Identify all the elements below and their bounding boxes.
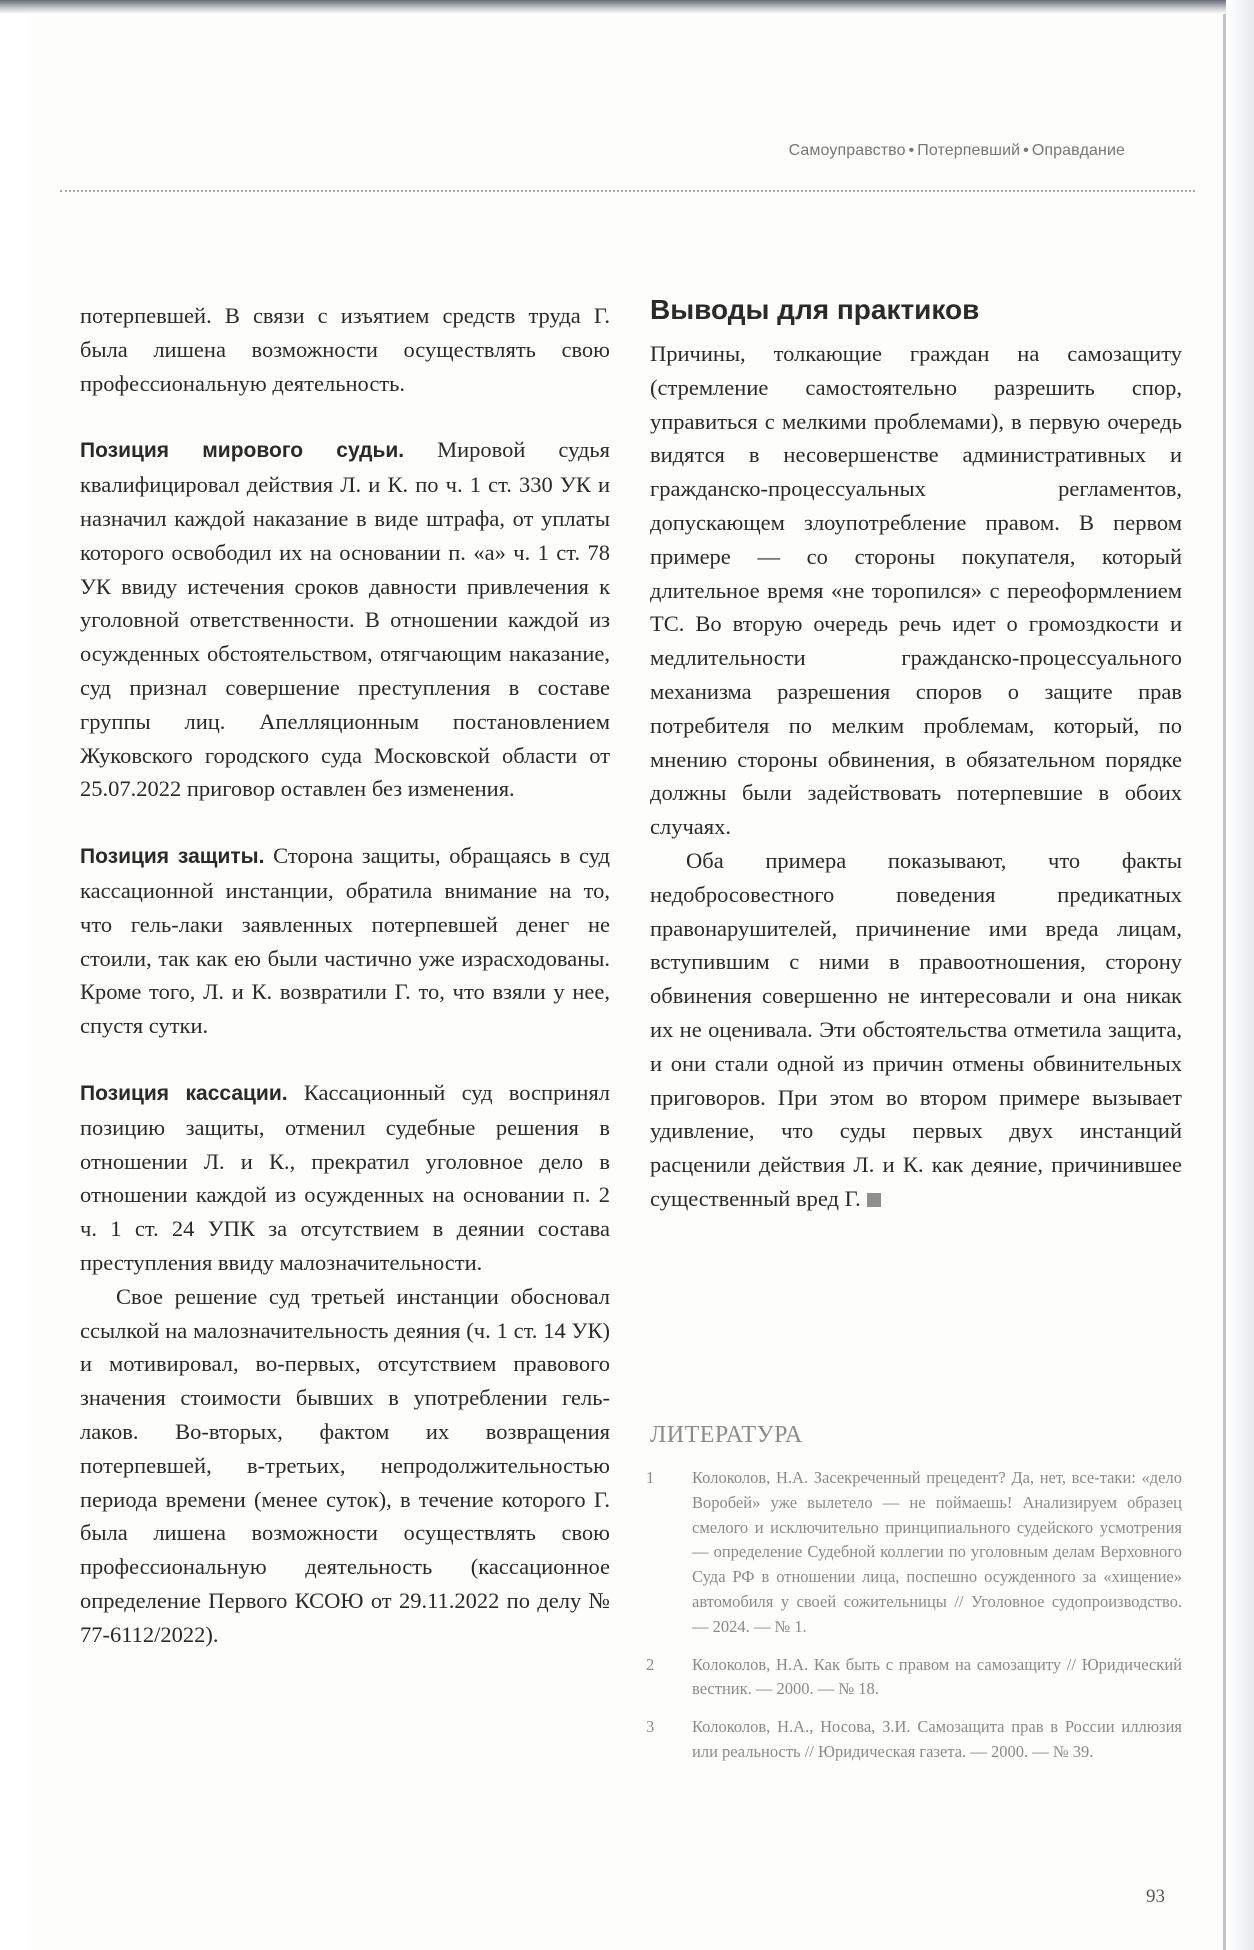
scan-right-edge xyxy=(1226,0,1254,1950)
paragraph-lead: Позиция защиты. xyxy=(80,845,265,869)
paragraph xyxy=(650,844,1182,1216)
right-column xyxy=(650,337,1182,1216)
header-separator: • xyxy=(1023,142,1029,159)
reference-text: Колоколов, Н.А., Носова, З.И. Самозащита прав в России иллюзия или реальность // Юридическая газета. — 2000. — № 39. xyxy=(692,1717,1182,1761)
paragraph: Свое решение суд третьей инстанции обосновал ссылкой на малозначительность деяния (ч. 1 ст. 14 УК) и мотивировал, во-первых, отсутствием правового значения стоимости бывших в употреблении гель-лаков. Во-вторых, фактом их возвращения потерпевшей, в-третьих, непродолжительностью периода времени (менее суток), в течение которого Г. была лишена возможности осуществлять свою профессиональную деятельность (кассационное определение Первого КСОЮ от 29.11.2022 по делу № 77-6112/2022). xyxy=(80,1283,610,1647)
page-number: 93 xyxy=(1146,1886,1165,1907)
paragraph-text: Мировой судья квалифицировал действия Л. и К. по ч. 1 ст. 330 УК и назначил каждой наказание в виде штрафа, от уплаты которого освободил их на основании п. «а» ч. 1 ст. 78 УК ввиду истечения сроков давности привлечения к уголовной ответственности. В отношении каждой из осужденных обстоятельством, отягчающим наказание, суд признал совершение преступления в составе группы лиц. Апелляционным постановлением Жуковского городского суда Московской области от 25.07.2022 приговор оставлен без изменения. xyxy=(80,437,610,802)
reference-number: 3 xyxy=(646,1717,655,1737)
header-topic-1: Самоуправство xyxy=(788,142,906,159)
reference-text: Колоколов, Н.А. Засекреченный прецедент? Да, нет, все-таки: «дело Воробей» уже вылетело — не поймаешь! Анализируем образец смелого и исключительно принципиального судейского усмотрения — определение Судебной коллегии по уголовным делам Верховного Суда РФ в отношении лица, поспешно осужденного за «хищение» автомобиля у своей сожительницы // Уголовное судопроизводство. — 2024. — № 1. xyxy=(692,1468,1182,1636)
paragraph: Причины, толкающие граждан на самозащиту (стремление самостоятельно разрешить спор, управиться с мелкими проблемами), в первую очередь видятся в несовершенстве административных и гражданско-процессуальных регламентов, допускающем злоупотребление правом. В первом примере — со стороны покупателя, который длительное время «не торопился» с переоформлением ТС. Во вторую очередь речь идет о громоздкости и медлительности гражданско-процессуального механизма разрешения споров о защите прав потребителя по мелким проблемам, который, по мнению стороны обвинения, в обязательном порядке должны были задействовать потерпевшие в обоих случаях. xyxy=(650,341,1182,840)
running-header xyxy=(789,142,1125,160)
paragraph: потерпевшей. В связи с изъятием средств труда Г. была лишена возможности осуществлять свою профессиональную деятельность. xyxy=(80,303,610,396)
literature-title: ЛИТЕРАТУРА xyxy=(650,1422,803,1448)
header-separator: • xyxy=(908,142,915,159)
page xyxy=(28,14,1226,1950)
paragraph-lead: Позиция кассации. xyxy=(80,1081,288,1105)
left-column xyxy=(80,299,610,1651)
scan-top-edge xyxy=(0,0,1254,14)
header-topic-3: Оправдание xyxy=(1031,142,1125,159)
paragraph-lead: Позиция мирового судьи. xyxy=(80,439,405,463)
paragraph-text: Оба примера показывают, что факты недобросовестного поведения предикатных правонарушителей, причинение ими вреда лицам, вступившим с ними в правоотношения, сторону обвинения совершенно не интересовали и она никак их не оценивала. Эти обстоятельства отметила защита, и они стали одной из причин отмены обвинительных приговоров. При этом во втором примере вызывает удивление, что суды первых двух инстанций расценили действия Л. и К. как деяние, причинившее существенный вред Г. xyxy=(650,847,1182,1211)
end-of-article-icon xyxy=(867,1193,881,1207)
reference-text: Колоколов, Н.А. Как быть с правом на самозащиту // Юридический вестник. — 2000. — № 18. xyxy=(692,1654,1182,1699)
reference-number: 2 xyxy=(646,1654,655,1674)
reference-list xyxy=(646,1466,1182,1778)
paragraph-text: Сторона защиты, обращаясь в суд кассационной инстанции, обратила внимание на то, что гель-лаки заявленных потерпевшей денег не стоили, так как ею были частично уже израсходованы. Кроме того, Л. и К. возвратили Г. то, что взяли у нее, спустя сутки. xyxy=(80,843,610,1039)
reference-item xyxy=(646,1715,1182,1765)
paragraph xyxy=(80,433,610,806)
reference-number: 1 xyxy=(646,1468,655,1487)
paragraph xyxy=(80,1076,610,1280)
header-dotted-rule xyxy=(60,190,1195,192)
paragraph xyxy=(80,839,610,1043)
section-title: Выводы для практиков xyxy=(650,294,980,325)
header-topic-2: Потерпевший xyxy=(917,142,1021,159)
reference-item xyxy=(646,1466,1182,1640)
reference-item xyxy=(646,1653,1182,1703)
paragraph-text: Кассационный суд воспринял позицию защиты, отменил судебные решения в отношении Л. и К., прекратил уголовное дело в отношении каждой из осужденных на основании п. 2 ч. 1 ст. 24 УПК за отсутствием в деянии состава преступления ввиду малозначительности. xyxy=(80,1079,610,1275)
